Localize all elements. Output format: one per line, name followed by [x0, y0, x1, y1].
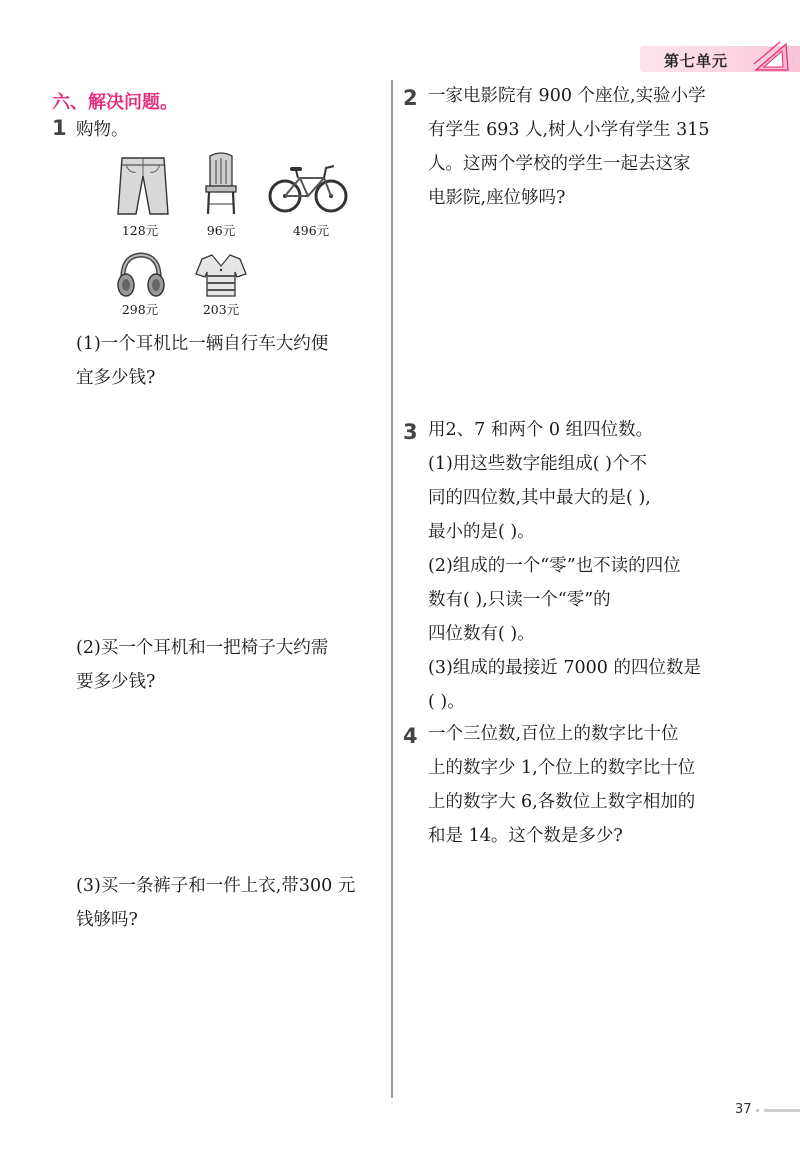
q3-line9: ( )。 [428, 692, 465, 712]
price-chair: 96元 [206, 223, 236, 238]
section-title: 六、解决问题。 [52, 92, 178, 113]
column-divider [391, 80, 393, 1098]
q2-line2: 有学生 693 人,树人小学有学生 315 [428, 120, 710, 140]
q4-line3: 上的数字大 6,各数位上数字相加的 [428, 792, 696, 812]
q3-line2: (1)用这些数字能组成( )个不 [428, 454, 648, 474]
q3-line4: 最小的是( )。 [428, 522, 535, 542]
price-bicycle: 496元 [292, 223, 330, 238]
page-number: 37 [735, 1102, 752, 1117]
unit-title: 第七单元 [664, 52, 729, 70]
q1-sub1-line1: (1)一个耳机比一辆自行车大约便 [76, 334, 329, 354]
bicycle-icon [268, 160, 348, 214]
q1-sub1-line2: 宜多少钱? [76, 368, 156, 388]
q3-line1: 用2、7 和两个 0 组四位数。 [428, 420, 654, 440]
q4-line4: 和是 14。这个数是多少? [428, 826, 623, 846]
shirt-icon [194, 252, 248, 298]
question-3-number: 3 [403, 420, 418, 444]
headphones-icon [115, 252, 167, 298]
q2-line1: 一家电影院有 900 个座位,实验小学 [428, 86, 706, 106]
q4-line2: 上的数字少 1,个位上的数字比十位 [428, 758, 696, 778]
q1-sub2-line1: (2)买一个耳机和一把椅子大约需 [76, 638, 329, 658]
unit-tab [640, 42, 800, 76]
price-pants: 128元 [121, 223, 159, 238]
q4-line1: 一个三位数,百位上的数字比十位 [428, 724, 679, 744]
q3-line6: 数有( ),只读一个“零”的 [428, 590, 611, 610]
q2-line4: 电影院,座位够吗? [428, 188, 566, 208]
q1-sub3-line2: 钱够吗? [76, 910, 138, 930]
price-headphones: 298元 [121, 302, 159, 317]
q3-line8: (3)组成的最接近 7000 的四位数是 [428, 658, 701, 678]
chair-icon [203, 152, 239, 216]
page-bar [764, 1109, 800, 1112]
question-2-number: 2 [403, 86, 418, 110]
page-dot [756, 1109, 759, 1112]
q3-line3: 同的四位数,其中最大的是( ), [428, 488, 651, 508]
q3-line5: (2)组成的一个“零”也不读的四位 [428, 556, 681, 576]
q2-line3: 人。这两个学校的学生一起去这家 [428, 154, 691, 174]
price-shirt: 203元 [202, 302, 240, 317]
q1-sub2-line2: 要多少钱? [76, 672, 156, 692]
question-4-number: 4 [403, 724, 418, 748]
q1-sub3-line1: (3)买一条裤子和一件上衣,带300 元 [76, 876, 356, 896]
q3-line7: 四位数有( )。 [428, 624, 535, 644]
question-1-number: 1 [52, 116, 67, 140]
question-1-title: 购物。 [76, 120, 129, 140]
ruler-triangle-icon [752, 40, 792, 74]
pants-icon [112, 156, 174, 218]
